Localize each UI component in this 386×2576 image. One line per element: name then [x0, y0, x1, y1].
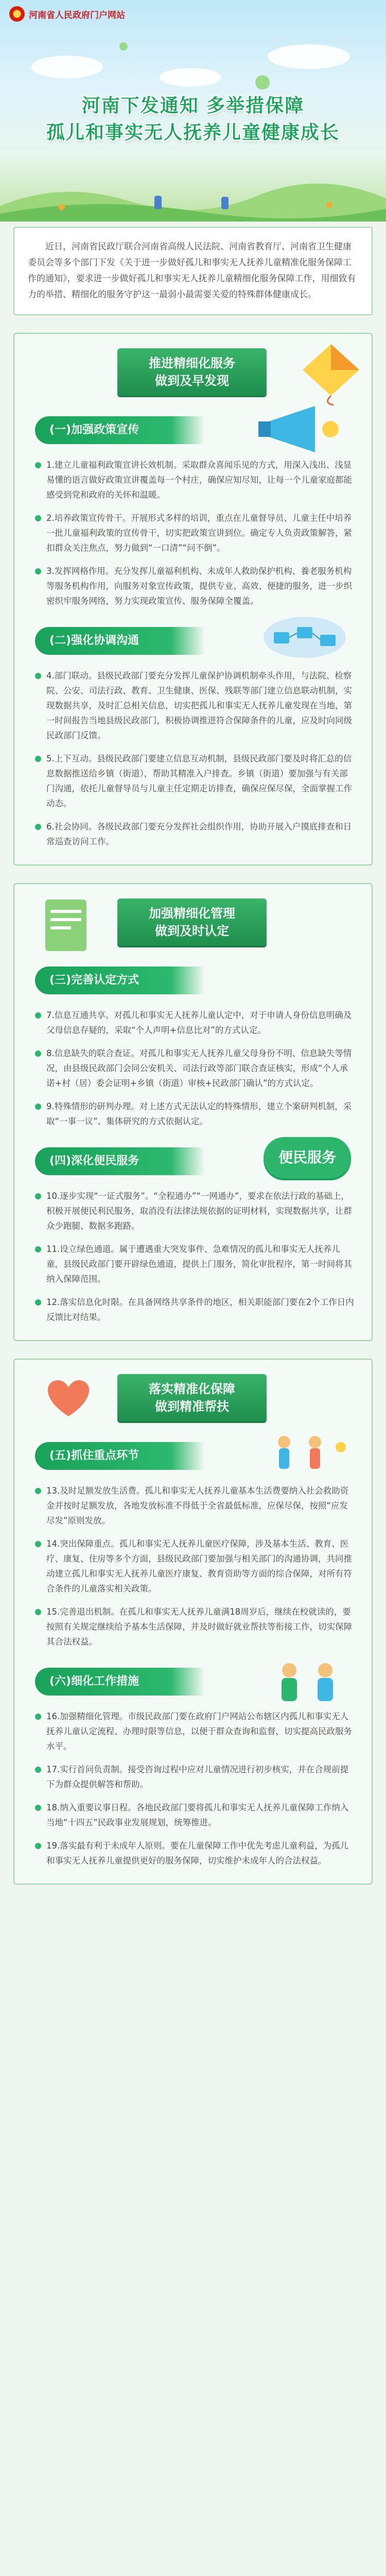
list-item: 7.信息互通共享。对孤儿和事实无人抚养儿童认定中，对于申请人身份信息明确及父母信息存疑的，采取“个人声明+信息比对”的方式认定。 [35, 1003, 354, 1041]
section-3-header [14, 1360, 372, 1437]
list-item: 1.建立儿童福利政策宣讲长效机制。采取群众喜闻乐见的方式，用深入浅出、浅显易懂的语言做好政策宣讲覆盖每一个村庄，确保应知尽知，让每一个儿童家庭都能感受到党和政府的关怀和温暖。 [35, 452, 354, 505]
group-1-label: (一)加强政策宣传 [35, 416, 205, 444]
list-item: 18.纳入重要议事日程。各地民政部门要将孤儿和事实无人抚养儿童保障工作纳入当地“十四五”民政事业发展规划，统筹推进。 [35, 1795, 354, 1833]
section-1-header [14, 334, 372, 411]
list-item: 3.发挥网格作用。充分发挥儿童福利机构、未成年人救助保护机构、養老服务机构等服务机构作用，向服务对象宣传政策，提供专业、高效、便捷的服务，进一步织密织牢服务网络，努力实现政策宣传、服务保障全覆盖。 [35, 558, 354, 612]
section-2-header [14, 884, 372, 961]
group-3-label: (三)完善认定方式 [35, 967, 205, 994]
list-item: 8.信息缺失的联合查证。对孤儿和事实无人抚养儿童父母身份不明、信息缺失等情况，由县级民政部门会同公安机关、司法行政等部门联合查证核实，形成“个人承诺+村（居）委会证明+乡镇（街道）审核+民政部门确认”的方式认定。 [35, 1041, 354, 1094]
list-item: 11.设立绿色通道。属于遭遇重大突发事件、急难情况的孤儿和事实无人抚养儿童，县级民政部门要开辟绿色通道，提供上门服务，简化审批程序，第一时间将其纳入保障范围。 [35, 1236, 354, 1290]
hero-banner [0, 0, 386, 222]
section-2 [13, 883, 373, 1341]
teamwork-icon [258, 1652, 356, 1709]
cloud-network-icon [248, 606, 361, 668]
section-3-title: 落实精准化保障 做到精准帮扶 [117, 1374, 267, 1421]
children-playing-icon [258, 1427, 356, 1488]
list-item: 16.加强精细化管理。市级民政部门要在政府门户网站公布辖区内孤儿和事实无人抚养儿童认定流程、办理时限等信息，以便于群众查询和监督，切实提高民政服务水平。 [35, 1704, 354, 1757]
hand-heart-icon [30, 1370, 107, 1432]
title-line-1: 河南下发通知 多举措保障 [81, 95, 305, 116]
section-1-title: 推进精细化服务 做到及早发现 [117, 348, 267, 396]
list-item: 12.落实信息化时限。在具备网络共享条件的地区，相关职能部门要在2个工作日内反馈比对结果。 [35, 1290, 354, 1328]
section-2-title: 加强精细化管理 做到及时认定 [117, 899, 267, 946]
list-item: 9.特殊情形的研判办理。对上述方式无法认定的特殊情形，建立个案研判机制，采取“一事一议”、集体研究的方式依据认定。 [35, 1094, 354, 1132]
group-4-label: (四)深化便民服务 [35, 1147, 205, 1175]
section-1 [13, 333, 373, 866]
list-item: 17.实行首问负责制。接受咨询过程中应对儿童情况进行初步核实，并在合规前提下为群众提供解答和帮助。 [35, 1757, 354, 1795]
national-emblem-icon [9, 6, 25, 22]
sky-illustration [21, 36, 365, 93]
group-2-label: (二)强化协调沟通 [35, 627, 205, 655]
clipboard-icon [30, 894, 107, 956]
section-3 [13, 1359, 373, 1885]
hills-illustration [0, 175, 386, 222]
intro-paragraph: 近日，河南省民政厅联合河南省高级人民法院、河南省教育厅、河南省卫生健康委员会等多个部门下发《关于进一步做好孤儿和事实无人抚养儿童精准化服务保障工作的通知》，要求进一步做好孤儿和事实无人抚养儿童精细化服务保障工作，用细致有力的举措、精细化的服务守护这一最弱小最需要关爱的特殊群体健康成长。 [13, 227, 373, 315]
list-item: 4.部门联动。县级民政部门要充分发挥儿童保护协调机制牵头作用，与法院、检察院、公安、司法行政、教育、卫生健康、医保、残联等部门建立信息联动机制，实现数据共享，及时汇总相关信息，切实把孤儿和事实无人抚养儿童发现在当地，第一时间报告当地县级民政部门，积极协调推进符合保障条件的儿童，应及时向同级民政部门反馈。 [35, 663, 354, 746]
page-title [0, 93, 386, 146]
list-item: 5.上下互动。县级民政部门要建立信息互动机制，县级民政部门要及时将汇总的信息数据推送给乡镇（街道），帮助其精准入户排查。乡镇（街道）要加强与有关部门沟通，依托儿童督导员与儿童主任定期走访排查，确保应保尽保，全面掌握工作动态。 [35, 746, 354, 814]
list-item: 10.逐步实现“一证式服务”。“全程通办”“一网通办”，要求在依法行政的基础上，积极开展便民利民服务，取消没有法律法规依据的证明材料，实现数据共享，让群众少跑腿、数据多跑路。 [35, 1183, 354, 1236]
portal-brand[interactable] [9, 6, 125, 22]
kite-icon [292, 339, 370, 406]
megaphone-icon [253, 401, 356, 457]
list-item: 14.突出保障重点。孤儿和事实无人抚养儿童医疗保障，涉及基本生活、教育、医疗、康复、住房等多个方面，县级民政部门要加强与相关部门的沟通协调，共同推动建立孤儿和事实无人抚养儿童医疗康复、教育资助等方面的综合保障，对所有符合条件的儿童落实相关政策。 [35, 1531, 354, 1599]
portal-name: 河南省人民政府门户网站 [29, 10, 125, 21]
list-item: 19.落实最有利于未成年人原则。要在儿童保障工作中优先考虑儿童利益，为孤儿和事实无人抚养儿童提供更好的服务保障，切实维护未成年人的合法权益。 [35, 1833, 354, 1871]
list-item: 13.及时足额发放生活费。孤儿和事实无人抚养儿童基本生活费要纳入社会救助资金并按时足额发放，各地发放标准不得低于全省最低标准，应保尽保，按照“应发尽发”原则发放。 [35, 1478, 354, 1531]
list-item: 2.培养政策宣传骨干。开展形式多样的培训，重点在儿童督导员、儿童主任中培养一批儿童福利政策的宣传骨干，切实把政策宣讲到位。确定专人负责政策解答，紧扣群众关注焦点，努力做到“一口清”“问不倒”。 [35, 505, 354, 558]
title-line-2: 孤儿和事实无人抚养儿童健康成长 [46, 122, 340, 143]
list-item: 15.完善退出机制。在孤儿和事实无人抚养儿童满18周岁后，继续在校就读的，要按照有关规定继续给予基本生活保障，并及时做好就业帮扶等衔接工作，切实保障其合法权益。 [35, 1599, 354, 1652]
list-item: 6.社会协同。各级民政部门要充分发挥社会组织作用，协助开展入户摸底排查和日常巡查访问工作。 [35, 814, 354, 852]
group-5-label: (五)抓住重点环节 [35, 1442, 205, 1470]
group-6-label: (六)细化工作措施 [35, 1668, 205, 1696]
convenience-service-badge: 便民服务 [264, 1137, 351, 1178]
